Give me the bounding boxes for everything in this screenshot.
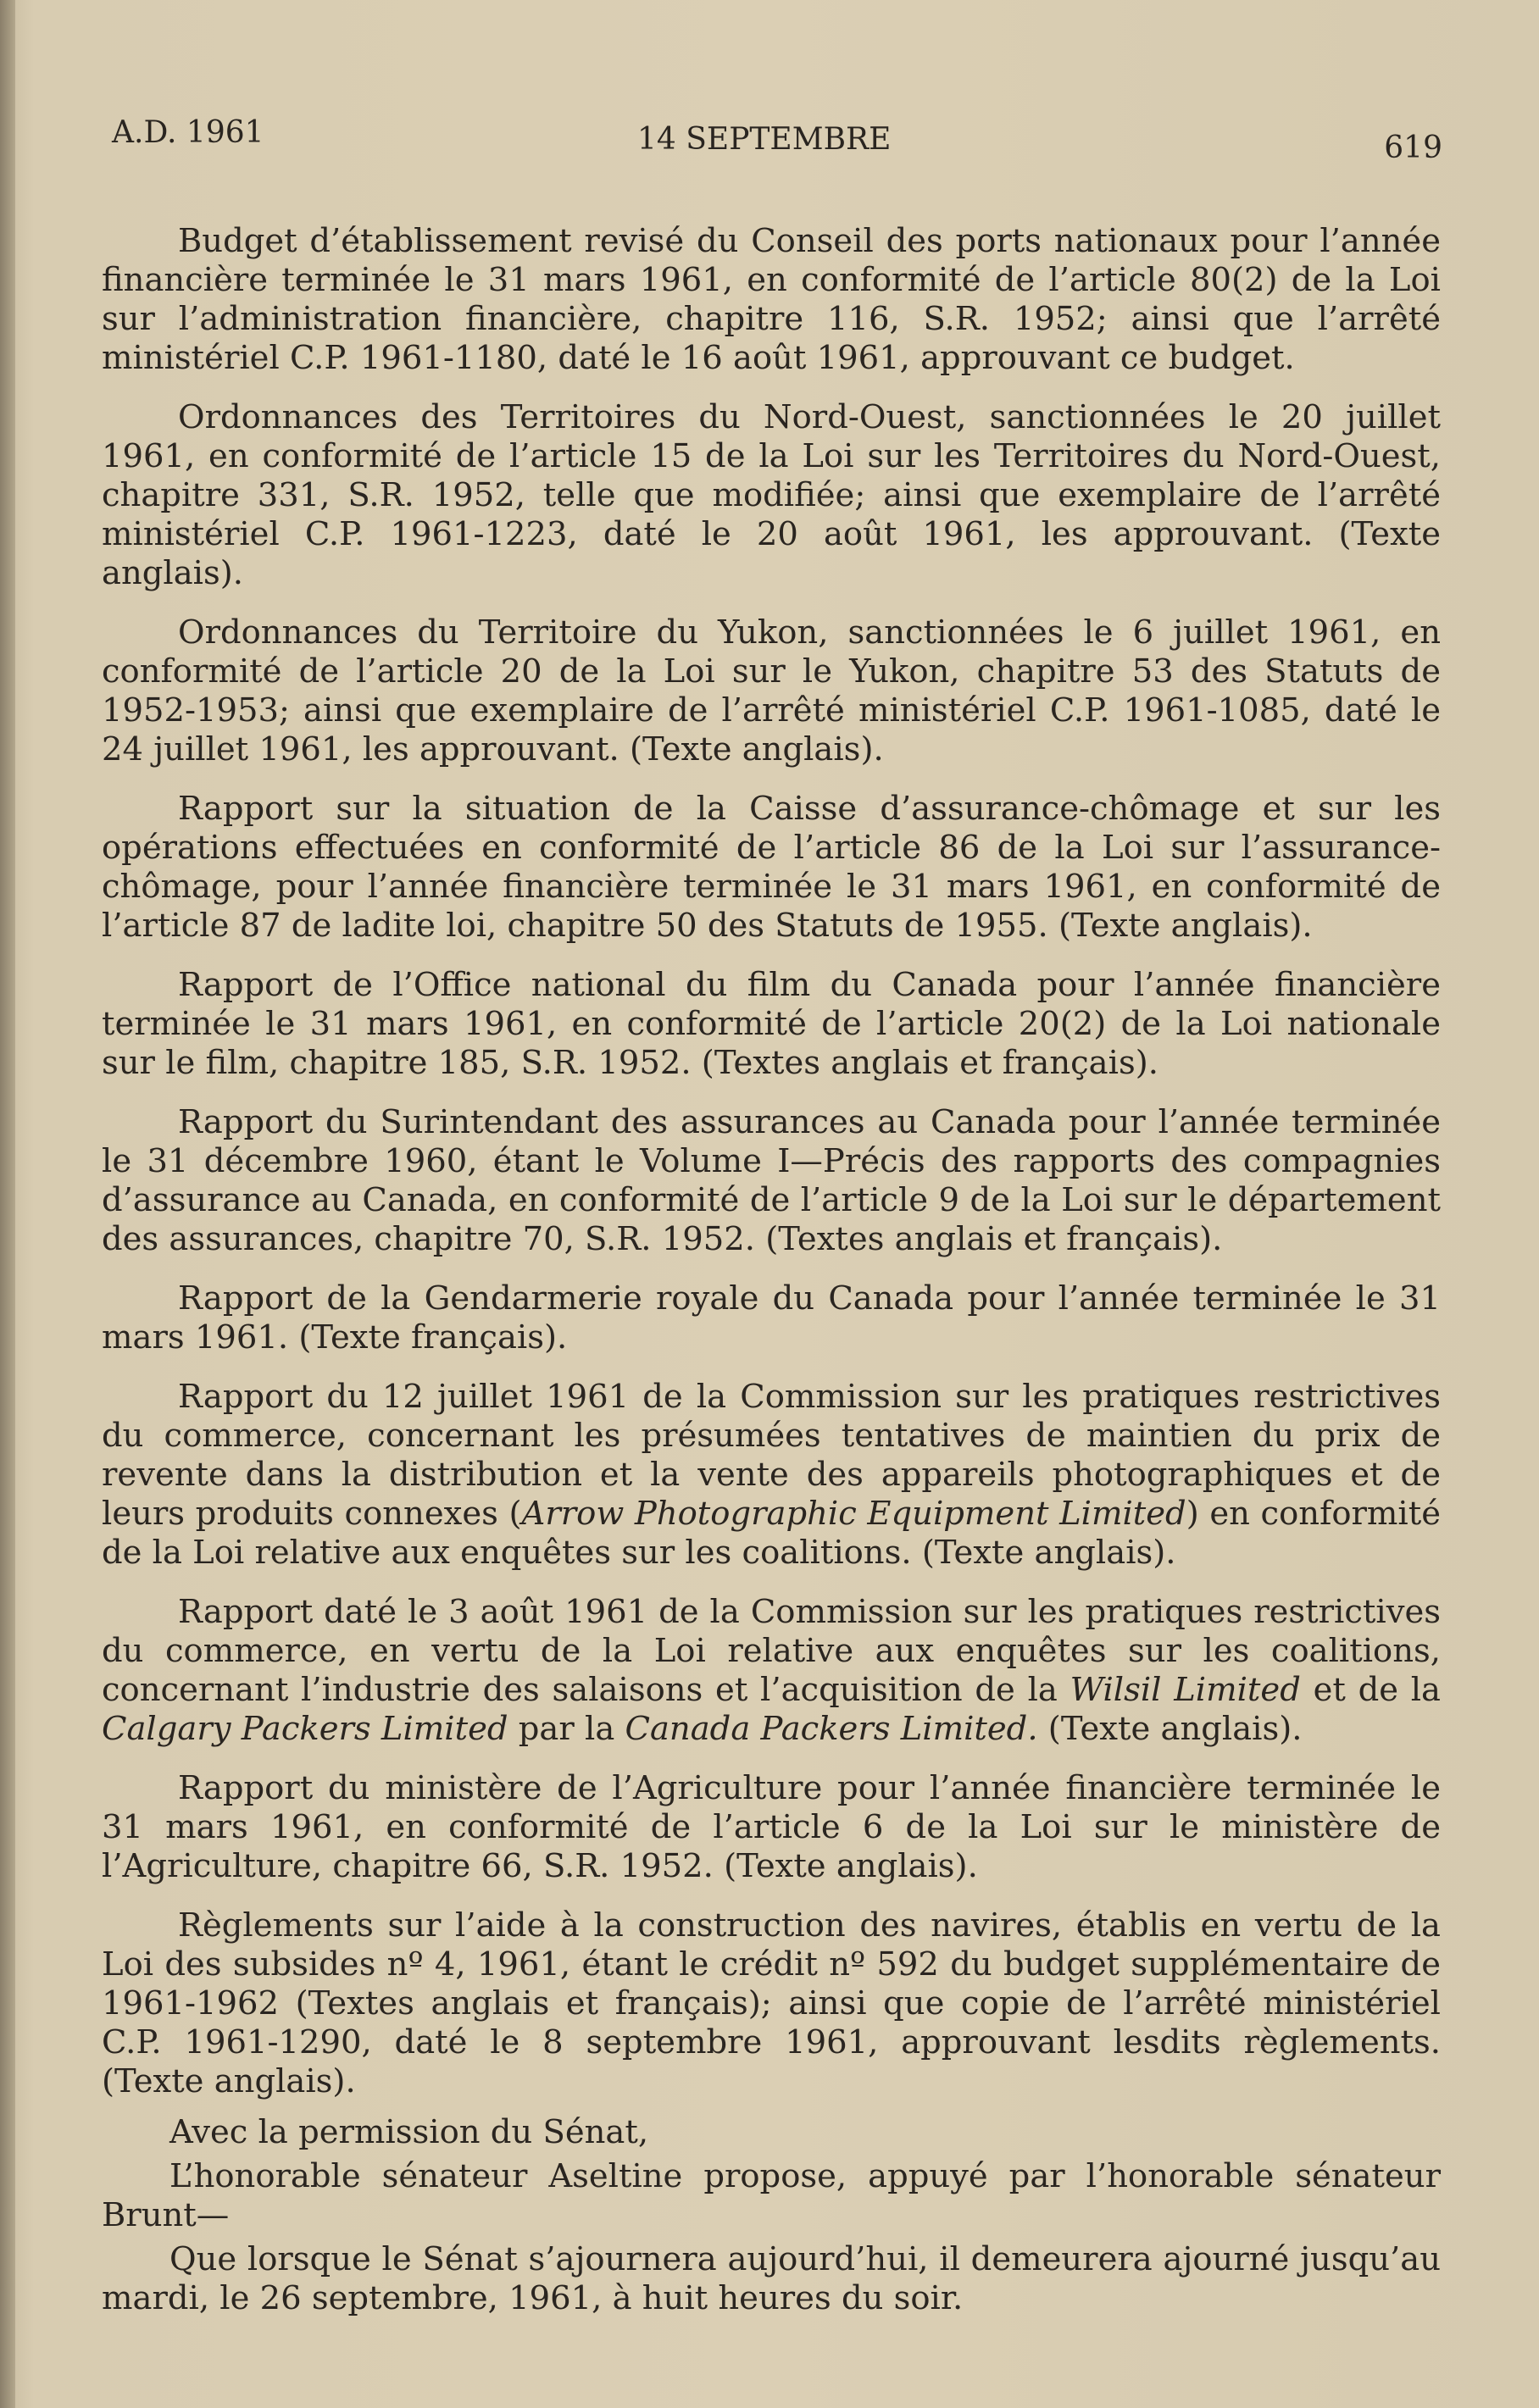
paragraph-yukon-ordinances: Ordonnances du Territoire du Yukon, sanctionnées le 6 juillet 1961, en conformité de l’article 20 de la Loi sur le Yukon, chapitre 53 des Statuts de 1952-1953; ainsi que exemplaire de l’arrêté ministériel C.P. 1961-1085, daté le 24 juillet 1961, les approuvant. (Texte anglais). bbox=[102, 613, 1441, 768]
paragraph-film-board: Rapport de l’Office national du film du Canada pour l’année financière terminée le 31 mars 1961, en conformité de l’article 20(2) de la Loi nationale sur le film, chapitre 185, S.R. 1952. (Textes anglais et français). bbox=[102, 966, 1441, 1082]
paragraph-shipbuilding: Règlements sur l’aide à la construction des navires, établis en vertu de la Loi des subsides nº 4, 1961, étant le crédit nº 592 du budget supplémentaire de 1961-1962 (Textes anglais et français); ainsi que copie de l’arrêté ministériel C.P. 1961-1290, daté le 8 septembre 1961, approuvant lesdits règlements. (Texte anglais). bbox=[102, 1906, 1441, 2100]
paragraph-rcmp: Rapport de la Gendarmerie royale du Canada pour l’année terminée le 31 mars 1961. (Texte français). bbox=[102, 1279, 1441, 1357]
page-number: 619 bbox=[1384, 130, 1442, 165]
paragraph-meat-packing: Rapport daté le 3 août 1961 de la Commission sur les pratiques restrictives du commerce, en vertu de la Loi relative aux enquêtes sur les coalitions, concernant l’industrie des salaisons et l’acquisition de la Wilsil Limited et de la Calgary Packers Limited par la Canada Packers Limited. (Texte anglais). bbox=[102, 1593, 1441, 1748]
paragraph-arrow-photographic: Rapport du 12 juillet 1961 de la Commission sur les pratiques restrictives du commerce, concernant les présumées tentatives de maintien du prix de revente dans la distribution et la vente des appareils photographiques et de leurs produits connexes (Arrow Photographic Equipment Limited) en conformité de la Loi relative aux enquêtes sur les coalitions. (Texte anglais). bbox=[102, 1378, 1441, 1572]
document-body bbox=[102, 222, 1441, 2122]
paragraph-agriculture: Rapport du ministère de l’Agriculture pour l’année financière terminée le 31 mars 1961, en conformité de l’article 6 de la Loi sur le ministère de l’Agriculture, chapitre 66, S.R. 1952. (Texte anglais). bbox=[102, 1769, 1441, 1885]
adjournment-motion bbox=[102, 2113, 1441, 2323]
paragraph-unemployment-insurance: Rapport sur la situation de la Caisse d’assurance-chômage et sur les opérations effectuées en conformité de l’article 86 de la Loi sur l’assurance-chômage, pour l’année financière terminée le 31 mars 1961, en conformité de l’article 87 de ladite loi, chapitre 50 des Statuts de 1955. (Texte anglais). bbox=[102, 790, 1441, 945]
page-header bbox=[112, 115, 1442, 166]
motion-mover: L’honorable sénateur Aseltine propose, appuyé par l’honorable sénateur Brunt— bbox=[102, 2157, 1441, 2234]
motion-permission: Avec la permission du Sénat, bbox=[169, 2113, 649, 2151]
paragraph-ports-budget: Budget d’établissement revisé du Conseil des ports nationaux pour l’année financière terminée le 31 mars 1961, en conformité de l’article 80(2) de la Loi sur l’administration financière, chapitre 116, S.R. 1952; ainsi que l’arrêté ministériel C.P. 1961-1180, daté le 16 août 1961, approuvant ce budget. bbox=[102, 222, 1441, 377]
header-year: A.D. 1961 bbox=[112, 115, 264, 150]
header-date: 14 SEPTEMBRE bbox=[637, 122, 892, 157]
motion-text: Que lorsque le Sénat s’ajournera aujourd’hui, il demeurera ajourné jusqu’au mardi, le 26 septembre, 1961, à huit heures du soir. bbox=[102, 2240, 1441, 2317]
binding-gutter bbox=[0, 0, 15, 2408]
paragraph-insurance-superintendent: Rapport du Surintendant des assurances au Canada pour l’année terminée le 31 décembre 1960, étant le Volume I—Précis des rapports des compagnies d’assurance au Canada, en conformité de l’article 9 de la Loi sur le département des assurances, chapitre 70, S.R. 1952. (Textes anglais et français). bbox=[102, 1103, 1441, 1258]
paragraph-nwt-ordinances: Ordonnances des Territoires du Nord-Ouest, sanctionnées le 20 juillet 1961, en conformité de l’article 15 de la Loi sur les Territoires du Nord-Ouest, chapitre 331, S.R. 1952, telle que modifiée; ainsi que exemplaire de l’arrêté ministériel C.P. 1961-1223, daté le 20 août 1961, les approuvant. (Texte anglais). bbox=[102, 398, 1441, 592]
